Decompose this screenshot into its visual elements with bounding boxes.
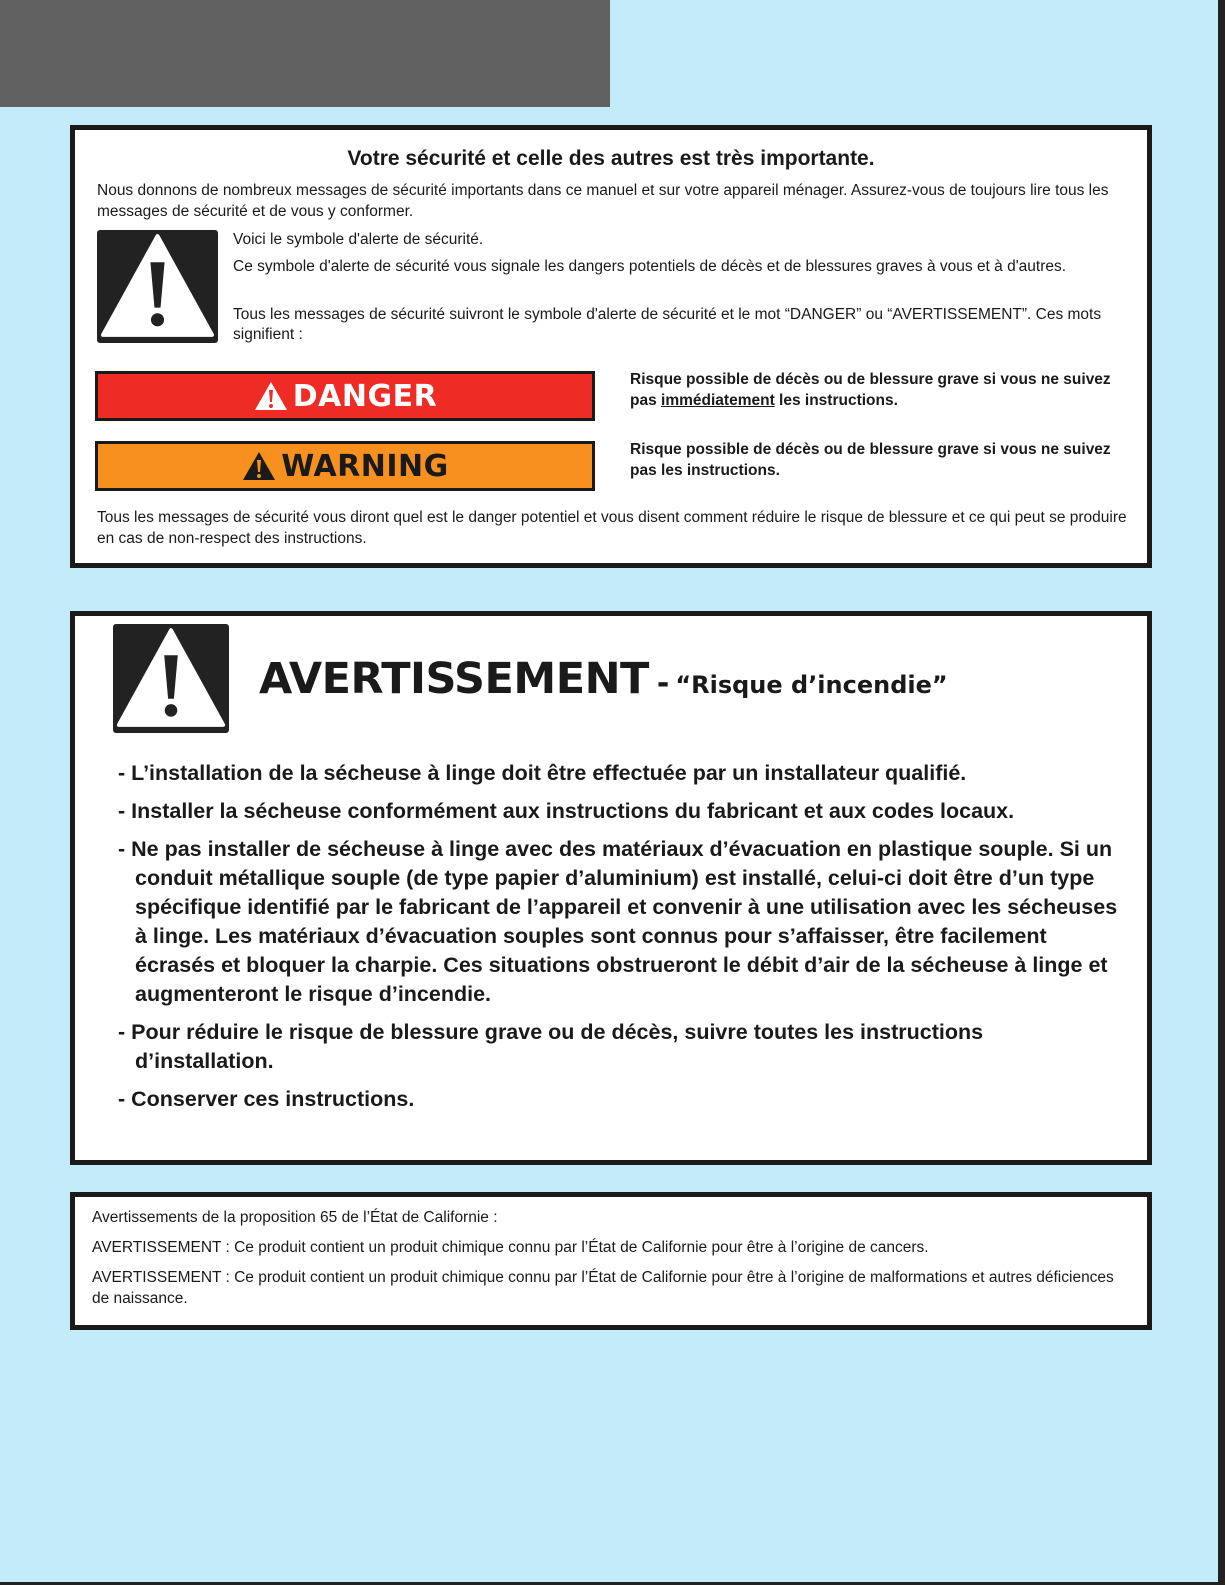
prop65-box (70, 1192, 1152, 1330)
symbol-line: Voici le symbole d'alerte de sécurité. (233, 231, 484, 248)
header-band (0, 0, 610, 107)
list-item: - Installer la sécheuse conformément aux instructions du fabricant et aux codes locaux. (118, 799, 1015, 823)
list-item: - Ne pas installer de sécheuse à linge avec des matériaux d’évacuation en plastique souple. Si un conduit métallique souple (de type papier d’aluminium) est installé, celui-ci doit être d’un type spécifique identifié par le fabricant de l’appareil et convenir à une utilisation avec les sécheuses à linge. Les matériaux d’évacuation souples sont connus pour s’affaisser, être facilement écrasés et bloquer la charpie. Ces situations obstrueront le débit d’air de la sécheuse à linge et augmenteront le risque d’incendie. (118, 837, 1118, 1006)
warning-description: Risque possible de décès ou de blessure grave si vous ne suivez pas les instructions. (630, 441, 1111, 479)
warning-triangle-icon (97, 230, 218, 343)
fire-warning-alert-icon (113, 624, 229, 733)
fire-warning-title-main: AVERTISSEMENT (259, 654, 649, 704)
warning-label: WARNING (281, 448, 449, 484)
safety-alert-icon (97, 230, 218, 343)
follow-line: Tous les messages de sécurité suivront le symbole d'alerte de sécurité et le mot “DANGER” ou “AVERTISSEMENT”. Ces mots signifient : (233, 306, 1102, 343)
list-item: - Conserver ces instructions. (118, 1087, 415, 1111)
danger-desc-part-b: les instructions. (779, 392, 898, 409)
danger-description (630, 369, 1140, 411)
warning-alert-icon (241, 450, 277, 482)
warning-triangle-icon (113, 624, 229, 733)
safety-title: Votre sécurité et celle des autres est très importante. (347, 147, 875, 170)
safety-info-box (70, 125, 1152, 568)
page-edge-right (1218, 0, 1225, 1585)
list-item: - L’installation de la sécheuse à linge doit être effectuée par un installateur qualifié. (118, 761, 967, 785)
prop65-heading: Avertissements de la proposition 65 de l’État de Californie : (92, 1209, 498, 1226)
fire-warning-title-dash: - (656, 666, 670, 701)
danger-alert-icon (253, 380, 289, 412)
warning-signal-bar (95, 441, 595, 491)
fire-warning-title-sub: “Risque d’incendie” (675, 671, 948, 699)
prop65-cancer-warning: AVERTISSEMENT : Ce produit contient un produit chimique connu par l’État de Californie pour être à l’origine de cancers. (92, 1239, 929, 1256)
safety-intro: Nous donnons de nombreux messages de sécurité importants dans ce manuel et sur votre appareil ménager. Assurez-vous de toujours lire tous les messages de sécurité et de vous y conformer. (97, 182, 1109, 220)
fire-warning-title (259, 654, 948, 704)
danger-desc-part-a: Risque possible de décès ou de blessure grave si vous ne suivez pas (630, 371, 1111, 409)
danger-label: DANGER (292, 378, 438, 414)
safety-outro: Tous les messages de sécurité vous diront quel est le danger potentiel et vous disent comment réduire le risque de blessure et ce qui peut se produire en cas de non-respect des instructions. (97, 509, 1127, 547)
danger-desc-underlined: immédiatement (661, 392, 775, 409)
fire-warning-list (118, 759, 1118, 1123)
prop65-birth-defects-warning: AVERTISSEMENT : Ce produit contient un produit chimique connu par l’État de Californie pour être à l’origine de malformations et autres déficiences de naissance. (92, 1269, 1114, 1307)
list-item: - Pour réduire le risque de blessure grave ou de décès, suivre toutes les instructions d’installation. (118, 1020, 984, 1073)
fire-warning-box (70, 611, 1152, 1165)
symbol-description: Ce symbole d'alerte de sécurité vous signale les dangers potentiels de décès et de blessures graves à vous et à d'autres. (233, 258, 1067, 275)
danger-signal-bar (95, 371, 595, 421)
